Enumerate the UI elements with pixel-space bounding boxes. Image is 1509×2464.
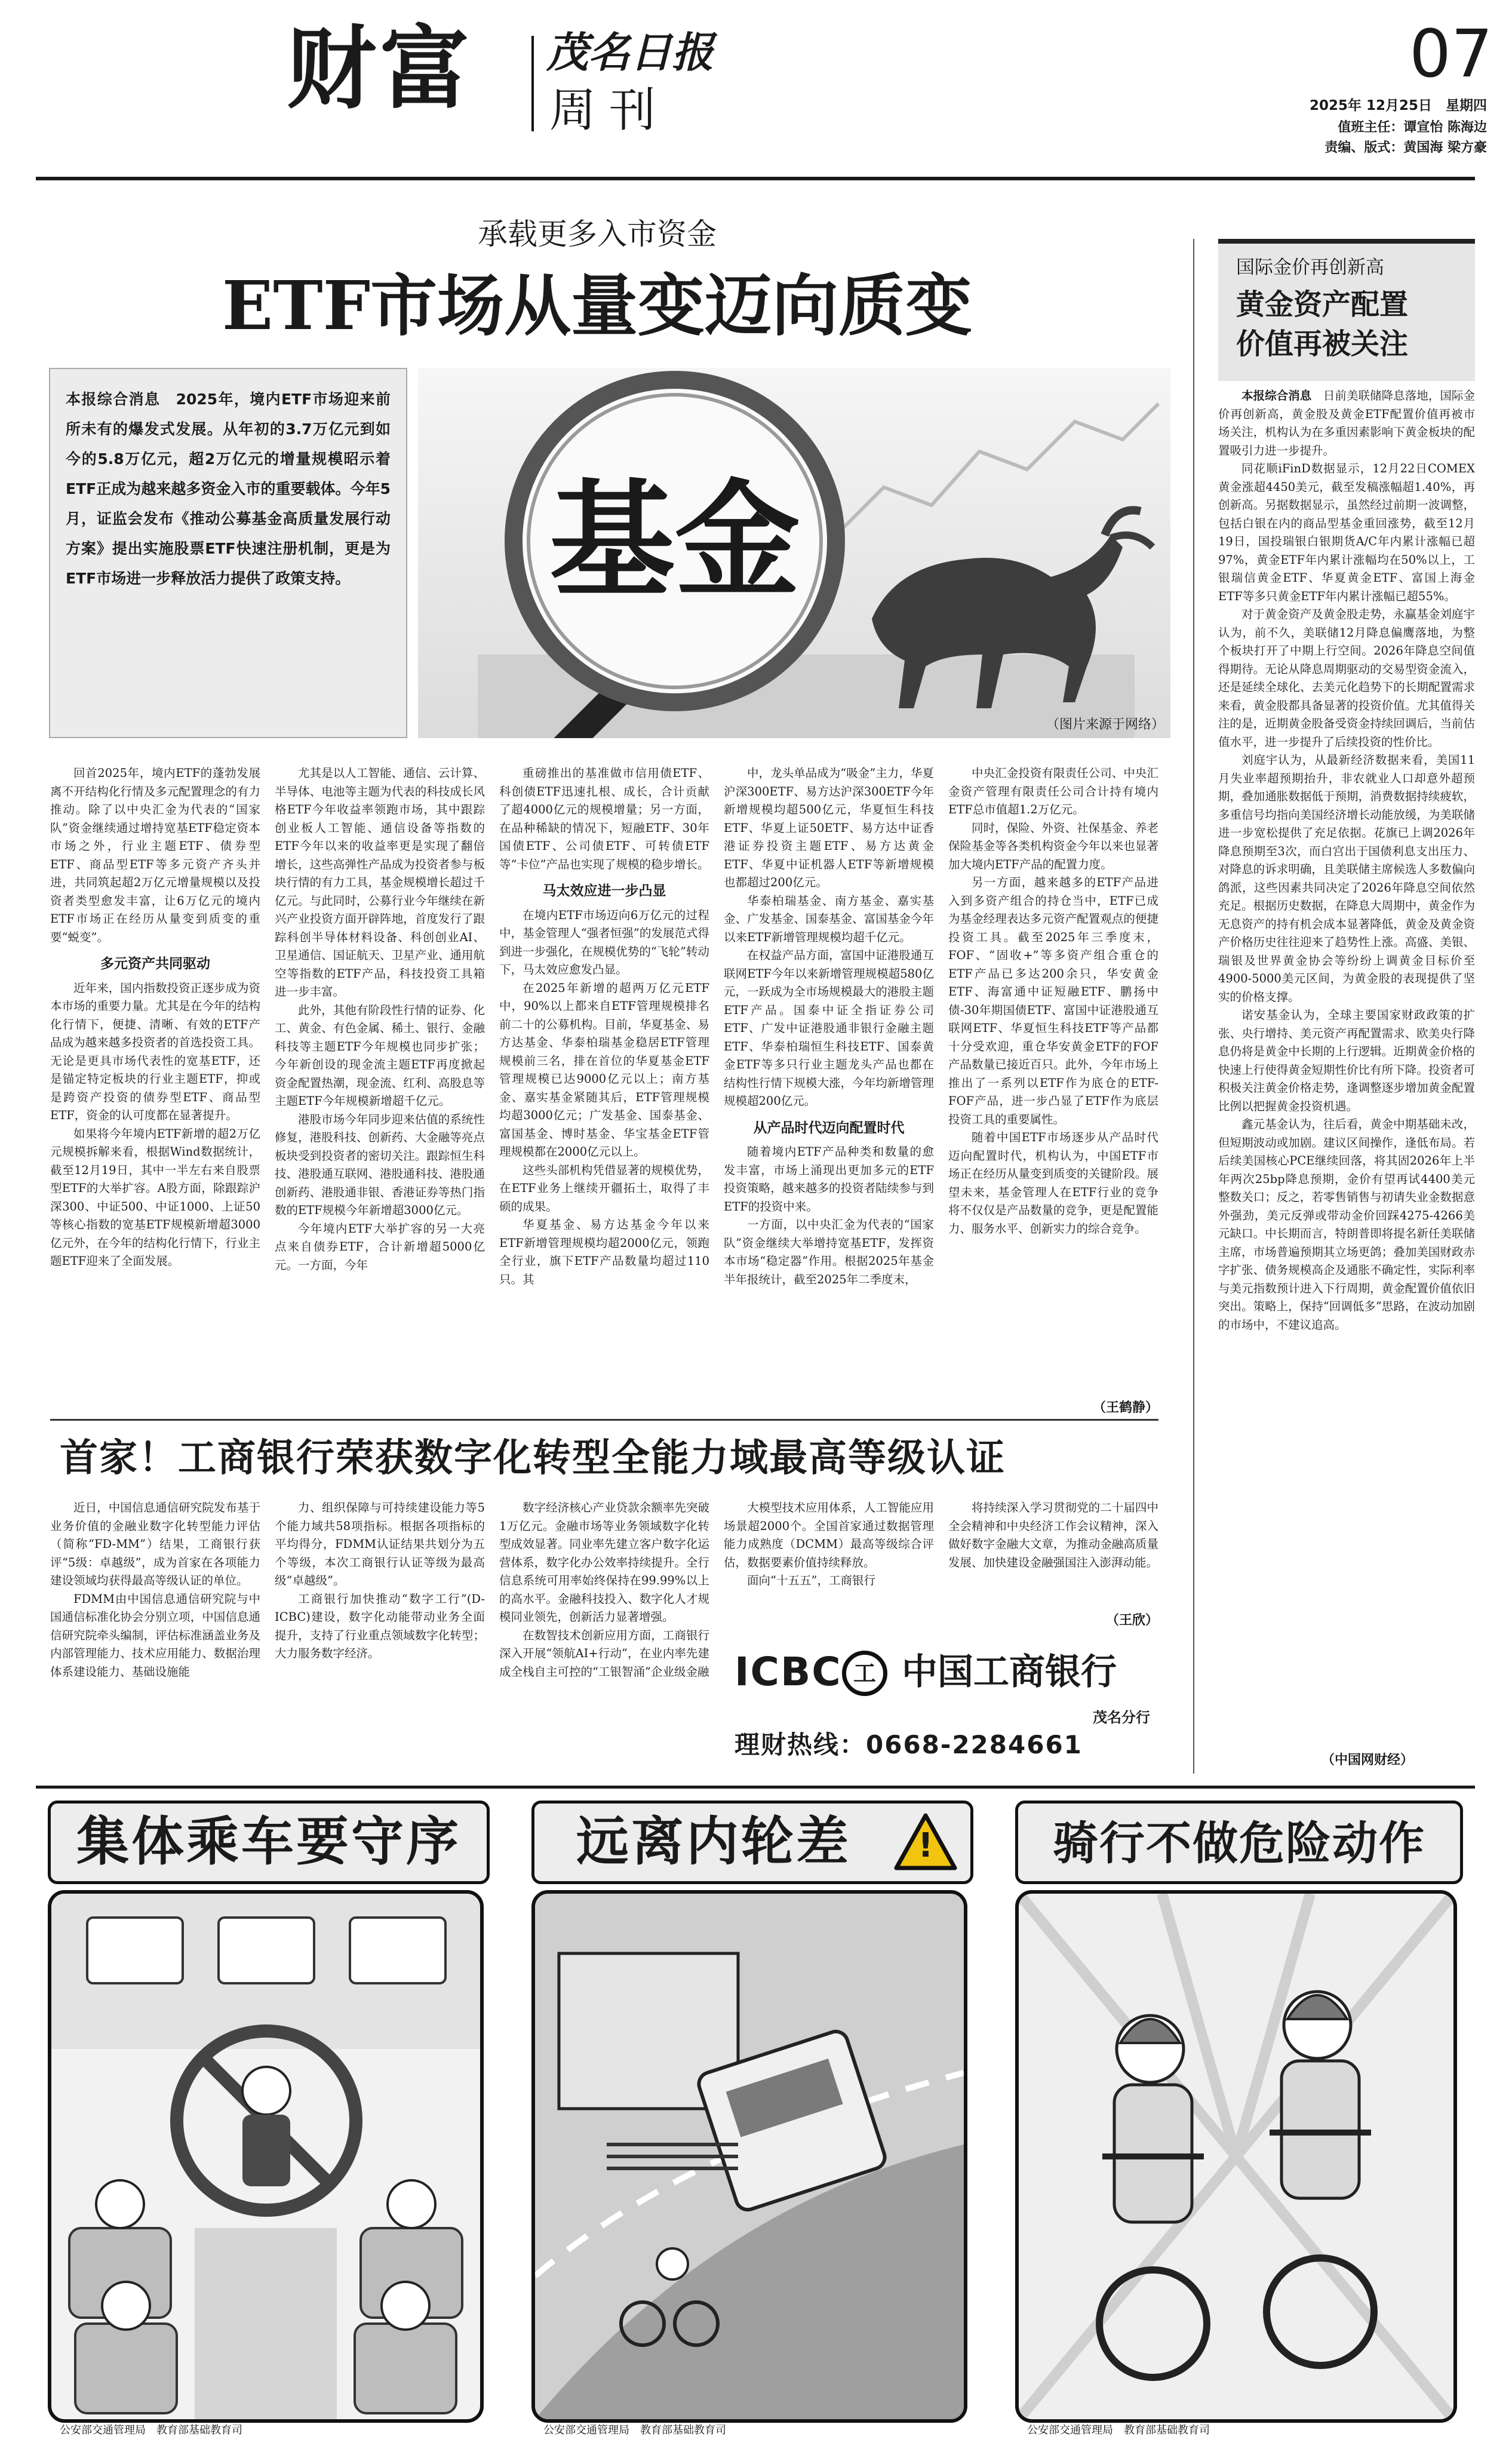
psa-poster-1: [42, 1801, 496, 2451]
truck-turning-illustration: [535, 1894, 964, 2419]
masthead: [0, 0, 1509, 185]
psa-illustration-bus: [48, 1890, 484, 2423]
sidebar-kicker: 国际金价再创新高: [1236, 257, 1384, 278]
paragraph: 如果将今年境内ETF新增的超2万亿元规模拆解来看，根据Wind数据统计，截至12月19日，其中一半左右来自股票型ETF的大举扩容。A股方面，除跟踪沪深300、中证500、中证1000、上证50等核心指数的宽基ETF规模新增超3000亿元外，在今年的结构化行情下，行业主题ETF迎来了全面发展。: [50, 1126, 260, 1268]
icbc-hotline: 理财热线：0668-2284661: [734, 1730, 1083, 1759]
paragraph: 在2025年新增的超两万亿元ETF中，90%以上都来自ETF管理规模排名前二十的公募机构。目前，华夏基金、易方达基金、华泰柏瑞基金稳居ETF管理规模前三名，排在首位的华夏基金ETF管理规模已达9000亿元以上；南方基金、嘉实基金紧随其后，ETF管理规模均超3000亿元；广发基金、国泰基金、富国基金、博时基金、华宝基金ETF管理规模都在2000亿元以上。: [499, 981, 709, 1159]
paragraph: 同时，保险、外资、社保基金、养老保险基金等各类机构资金今年以来也显著加大境内ETF产品的配置力度。: [948, 821, 1158, 871]
paragraph: 尤其是以人工智能、通信、云计算、半导体、电池等主题为代表的科技成长风格ETF今年收益率领跑市场，其中跟踪创业板人工智能、通信设备等指数的ETF今年以来的收益率更是实现了翻倍增长，这些高弹性产品成为投资者参与板块行情的有力工具，基金规模增长超过千亿元。与此同时，公募行业今年继续在新兴产业投资方面开辟阵地，首度发行了跟踪科创半导体材料设备、科创创业AI、卫星通信、国证航天、卫星产业、通用航空等指数的ETF产品，科技投资工具箱进一步丰富。: [275, 766, 485, 998]
sidebar-headline-1: 黄金资产配置: [1236, 288, 1409, 321]
second-column-1: [50, 1499, 260, 1786]
icbc-logo-text: ICBC: [734, 1649, 842, 1695]
lead-intro: [49, 368, 407, 738]
subheading-matthew-effect: 马太效应进一步凸显: [542, 883, 666, 899]
paragraph: 此外，其他有阶段性行情的证券、化工、黄金、有色金属、稀土、银行、金融科技等主题ETF今年规模也同步扩张；今年新创设的现金流主题ETF再度掀起资金配置热潮，现金流、红利、高股息等主题ETF今年规模新增超千亿元。: [275, 1003, 485, 1108]
lead-intro-text: 2025年，境内ETF市场迎来前所未有的爆发式发展。从年初的3.7万亿元到如今的5.8万亿元，超2万亿元的增量规模昭示着ETF正成为越来越多资金入市的重要载体。今年5月，证监会发布《推动公募基金高质量发展行动方案》提出实施股票ETF快速注册机制，更是为ETF市场进一步释放活力提供了政策支持。: [66, 391, 391, 587]
lead-column-4: [724, 764, 934, 1413]
sidebar-divider: [1193, 239, 1194, 1774]
lead-intro-label: 本报综合消息: [66, 391, 161, 408]
bottom-rule: [36, 1786, 1475, 1789]
paragraph: 将持续深入学习贯彻党的二十届四中全会精神和中央经济工作会议精神，深入做好数字金融大文章，为推动金融高质量发展、加快建设金融强国注入澎湃动能。: [948, 1501, 1158, 1569]
psa-illustration-cyclists: [1015, 1890, 1457, 2423]
sidebar-body: [1218, 387, 1475, 1737]
paragraph: 回首2025年，境内ETF的蓬勃发展离不开结构化行情及多元配置理念的有力推动。除了以中央汇金为代表的“国家队”资金继续通过增持宽基ETF稳定资本市场之外，行业主题ETF、债券型ETF、商品型ETF等多元资产齐头并进，共同筑起超2万亿元增量规模以及投资者类型愈发丰富，让6万亿元的境内ETF市场正在经历从量变到质变的重要“蜕变”。: [50, 766, 260, 944]
weekly-label: 周刊: [549, 84, 669, 137]
paragraph: 重磅推出的基准做市信用债ETF、科创债ETF迅速扎根、成长，合计贡献了超4000亿元的规模增量；另一方面，在品种稀缺的情况下，短融ETF、30年国债ETF、公司债ETF、可转债ETF等“卡位”产品也实现了规模的稳步增长。: [499, 766, 709, 871]
editor-line-2: 责编、版式：黄国海 梁方豪: [1324, 140, 1487, 155]
paragraph: 面向“十五五”，工商银行: [747, 1574, 875, 1587]
lead-column-2: [275, 764, 485, 1413]
page-number: 07: [1409, 16, 1493, 92]
paragraph: 在境内ETF市场迈向6万亿元的过程中，基金管理人“强者恒强”的发展范式得到进一步强化，在规模优势的“飞轮”转动下，马太效应愈发凸显。: [499, 908, 709, 976]
section-title: 财富: [287, 16, 474, 121]
psa-footer: 公安部交通管理局 教育部基础教育司: [1027, 2424, 1210, 2437]
psa-title: 远离内轮差: [576, 1811, 851, 1872]
second-column-2: [275, 1499, 485, 1786]
paragraph: 今年境内ETF大举扩容的另一大亮点来自债券ETF，合计新增超5000亿元。一方面，今年: [275, 1221, 485, 1272]
paragraph: 一方面，以中央汇金为代表的“国家队”资金继续大举增持宽基ETF，发挥资本市场“稳定器”作用。根据2025年基金半年报统计，截至2025年二季度末，: [724, 1218, 934, 1286]
second-column-3: [499, 1499, 709, 1786]
paragraph: 在权益产品方面，富国中证港股通互联网ETF今年以来新增管理规模超580亿元，一跃成为全市场规模最大的港股主题ETF产品。国泰中证全指证券公司ETF、广发中证港股通非银行金融主题ETF、华泰柏瑞恒生科技ETF、国泰黄金ETF等多只行业主题龙头产品也都在结构性行情下规模大涨，今年均新增管理规模超200亿元。: [724, 948, 934, 1108]
sidebar-intro-label: 本报综合消息: [1241, 389, 1312, 403]
psa-title: 骑行不做危险动作: [1053, 1817, 1425, 1870]
paragraph: 中，龙头单品成为“吸金”主力，华夏沪深300ETF、易方达沪深300ETF今年新增规模均超500亿元，华夏恒生科技ETF、华夏上证50ETF、易方达中证香港证券投资主题ETF、易方达黄金ETF、华夏中证机器人ETF等新增规模也都超过200亿元。: [724, 766, 934, 889]
psa-poster-2: [525, 1801, 979, 2451]
paragraph: 中央汇金投资有限责任公司、中央汇金资产管理有限责任公司合计持有境内ETF总市值超1.2万亿元。: [948, 766, 1158, 816]
psa-title-box: [531, 1801, 973, 1884]
paper-name: 茂名日报: [546, 27, 714, 77]
lead-column-5: [948, 764, 1158, 1413]
subheading-diversified-assets: 多元资产共同驱动: [100, 956, 210, 972]
paragraph: 刘庭宇认为，从最新经济数据来看，美国11月失业率超预期抬升，非农就业人口却意外超预期，叠加通胀数据低于预期，消费数据持续疲软，多重信号均指向美国经济增长动能放缓，为美联储进一步宽松提供了充足依据。花旗已上调2026年降息预期至3次，而白宫出于国债利息支出压力、对降息的诉求明确，且美联储主席候选人多数偏向鸽派，这些因素共同决定了2026年降息空间依然充足。根据历史数据，在降息大周期中，黄金作为无息资产的持有机会成本显著降低，黄金及黄金资产价格历史往往迎来了趋势性上涨。高盛、美银、瑞银及世界黄金协会等纷纷上调黄金目标价至4900-5000美元区间，为黄金股的表现提供了坚实的价格支撑。: [1218, 753, 1475, 1004]
second-headline: 首家！工商银行荣获数字化转型全能力域最高等级认证: [60, 1436, 1006, 1480]
section-rule: [50, 1419, 1158, 1421]
paragraph: 港股市场今年同步迎来估值的系统性修复，港股科技、创新药、大金融等亮点板块受到投资者的密切关注。跟踪恒生科技、港股通互联网、港股通科技、港股通创新药、港股通非银、香港证券等热门指数的ETF规模今年新增超3000亿元。: [275, 1112, 485, 1217]
paragraph: [1218, 387, 1475, 460]
second-column-4: [724, 1499, 934, 1630]
psa-title: 集体乘车要守序: [76, 1811, 461, 1872]
subheading-allocation-era: 从产品时代迈向配置时代: [753, 1120, 905, 1136]
sidebar-headline-2: 价值再被关注: [1236, 327, 1409, 361]
icbc-logo-symbol: 工: [853, 1660, 876, 1686]
bus-interior-illustration: [51, 1894, 480, 2419]
image-caption: （图片来源于网络）: [1046, 717, 1164, 732]
icbc-name: 中国工商银行: [902, 1651, 1117, 1693]
sidebar-intro-text: 日前美联储降息落地，国际金价再创新高，黄金股及黄金ETF配置价值再被市场关注，机构认为在多重因素影响下黄金板块的配置吸引力进一步提升。: [1218, 389, 1475, 457]
paragraph: 同花顺iFinD数据显示，12月22日COMEX黄金涨超4450美元，截至发稿涨幅超1.40%，再创新高。另据数据显示，虽然经过前期一波调整，包括白银在内的商品型基金重回涨势，截至12月19日，国投瑞银白银期货A/C年内累计涨幅已超97%，黄金ETF年内累计涨幅均在50%以上，工银瑞信黄金ETF、华夏黄金ETF、富国上海金ETF等多只黄金ETF年内累计涨幅已超55%。: [1218, 462, 1475, 603]
paragraph: 随着境内ETF产品种类和数量的愈发丰富，市场上涌现出更加多元的ETF投资策略，越来越多的投资者陆续参与到ETF的投资中来。: [724, 1145, 934, 1213]
paragraph: 数字经济核心产业贷款余额率先突破1万亿元。金融市场等业务领域数字化转型成效显著。同业率先建立客户数字化运营体系，数字化办公效率持续提升。全行信息系统可用率始终保持在99.99%以上的高水平。金融科技投入、数字化人才规模同业领先，创新活力显著增强。: [499, 1501, 709, 1624]
icbc-branch: 茂名分行: [1093, 1709, 1150, 1726]
fund-image-text: 基金: [549, 468, 800, 614]
lead-byline: （王鹤静）: [1092, 1400, 1158, 1415]
cyclists-illustration: [1019, 1894, 1453, 2419]
paragraph: 华夏基金、易方达基金今年以来ETF新增管理规模均超2000亿元，领跑全行业，旗下ETF产品数量均超过110只。其: [499, 1218, 709, 1286]
lead-image: [418, 368, 1170, 738]
lead-kicker: 承载更多入市资金: [478, 217, 717, 251]
sidebar-byline: （中国网财经）: [1321, 1753, 1413, 1768]
psa-title-box: [48, 1801, 490, 1884]
warning-symbol: !: [918, 1826, 933, 1865]
issue-date: 2025年 12月25日 星期四: [1309, 98, 1487, 113]
masthead-divider: [531, 36, 534, 131]
psa-illustration-truck: [531, 1890, 967, 2423]
second-byline: （王欣）: [1105, 1613, 1158, 1628]
paragraph: FDMM由中国信息通信研究院与中国通信标准化协会分别立项，中国信息通信研究院牵头编制，评估标准涵盖业务及内部管理能力、技术应用能力、数据治理体系建设能力、基础设施能: [50, 1592, 260, 1679]
paragraph: 近日，中国信息通信研究院发布基于业务价值的金融业数字化转型能力评估（简称“FD-MM”）结果，工商银行获评“5级：卓越级”，成为首家在各项能力建设领域均获得最高等级认证的单位。: [50, 1501, 260, 1587]
paragraph: 对于黄金资产及黄金股走势，永赢基金刘庭宇认为，前不久，美联储12月降息偏鹰落地，为整个板块打开了中期上行空间。2026年降息空间值得期待。无论从降息周期驱动的交易型资金流入，还是延续全球化、去美元化趋势下的长期配置需求来看，黄金股都具备显著的投资价值。尤其值得关注的是，近期黄金股备受资金持续回调后，当前估值水平，进一步提升了后续投资的性价比。: [1218, 607, 1475, 749]
psa-title-box: [1015, 1801, 1463, 1884]
paragraph: 工商银行加快推动“数字工行”(D-ICBC)建设，数字化动能带动业务全面提升，支持了行业重点领域数字化转型；大力服务数字经济。: [275, 1592, 485, 1660]
masthead-rule: [36, 177, 1475, 180]
lead-column-1: [50, 764, 260, 1413]
paragraph: 鑫元基金认为，往后看，黄金中期基础未改，但短期波动或加剧。建议区间操作，逢低布局。若后续美国核心PCE继续回落，将其固2026年上半年两次25bp降息预期，金价有望再试4400美元整数关口；反之，若零售销售与初请失业金数据意外强劲，美元反弹或带动金价回踩4275-4266美元缺口。中长期而言，特朗普即将提名新任美联储主席，市场普遍预期其立场更鸽；叠加美国财政赤字扩张、债务规模高企及通胀不确定性，实际利率与美元指数预计进入下行周期，黄金配置价值依旧突出。策略上，保持“回调低多”思路，在波动加剧的市场中，不建议追高。: [1218, 1117, 1475, 1332]
editor-line-1: 值班主任：谭宣怡 陈海边: [1338, 120, 1487, 135]
paragraph: 大模型技术应用体系，人工智能应用场景超2000个。全国首家通过数据管理能力成熟度（DCMM）最高等级综合评估，数据要素价值持续释放。: [724, 1501, 934, 1569]
lead-column-3: [499, 764, 709, 1413]
paragraph: 在数智技术创新应用方面，工商银行深入开展“领航AI+行动”，在业内率先建成全栈自主可控的“工银智涌”企业级金融: [499, 1628, 709, 1679]
psa-poster-3: [1009, 1801, 1469, 2451]
lead-headline: ETF市场从量变迈向质变: [222, 267, 973, 345]
icbc-logo-icon: [842, 1651, 887, 1696]
paragraph: 华泰柏瑞基金、南方基金、嘉实基金、广发基金、国泰基金、富国基金今年以来ETF新增管理规模均超千亿元。: [724, 893, 934, 944]
icbc-ad: [734, 1648, 1164, 1780]
paragraph: 近年来，国内指数投资正逐步成为资本市场的重要力量。尤其是在今年的结构化行情下，便捷、清晰、有效的ETF产品成为越来越多投资者的首选投资工具。无论是更具市场代表性的宽基ETF，还是锚定特定板块的行业主题ETF，抑或是跨资产投资的债券型ETF、商品型ETF，资金的认可度都在显著提升。: [50, 981, 260, 1122]
paragraph: 力、组织保障与可持续建设能力等5个能力域共58项指标。根据各项指标的平均得分，FDMM认证结果共划分为五个等级，本次工商银行认证等级为最高级“卓越级”。: [275, 1501, 485, 1587]
psa-footer: 公安部交通管理局 教育部基础教育司: [60, 2424, 242, 2437]
paragraph: 这些头部机构凭借显著的规模优势，在ETF业务上继续开疆拓土，取得了丰硕的成果。: [499, 1163, 709, 1213]
paragraph: 另一方面，越来越多的ETF产品进入到多资产组合的持仓当中，ETF已成为基金经理表达多元资产配置观点的便捷投资工具。截至2025年三季度末，FOF、“固收+”等多资产组合重仓的ETF产品已多达200余只，华安黄金ETF、海富通中证短融ETF、鹏扬中债-30年期国债ETF、富国中证港股通互联网ETF、华夏恒生科技ETF等产品都十分受欢迎，重仓华安黄金ETF的FOF产品数量已接近百只。此外，今年市场上推出了一系列以ETF作为底仓的ETF-FOF产品，进一步凸显了ETF作为底层投资工具的重要属性。: [948, 875, 1158, 1126]
paragraph: 随着中国ETF市场逐步从产品时代迈向配置时代，机构认为，中国ETF市场正在经历从量变到质变的关键阶段。展望未来，基金管理人在ETF行业的竞争将不仅仅是产品数量的竞争，更是配置能力、服务水平、创新实力的综合竞争。: [948, 1130, 1158, 1236]
paragraph: 诺安基金认为，全球主要国家财政政策的扩张、央行增持、美元资产再配置需求、欧美央行降息仍将是黄金中长期的上行逻辑。近期黄金价格的快速上行使得黄金短期性价比有所下降。投资者可积极关注黄金价格走势，逢调整逐步增加黄金配置比例以把握黄金投资机遇。: [1218, 1008, 1475, 1113]
psa-footer: 公安部交通管理局 教育部基础教育司: [543, 2424, 726, 2437]
